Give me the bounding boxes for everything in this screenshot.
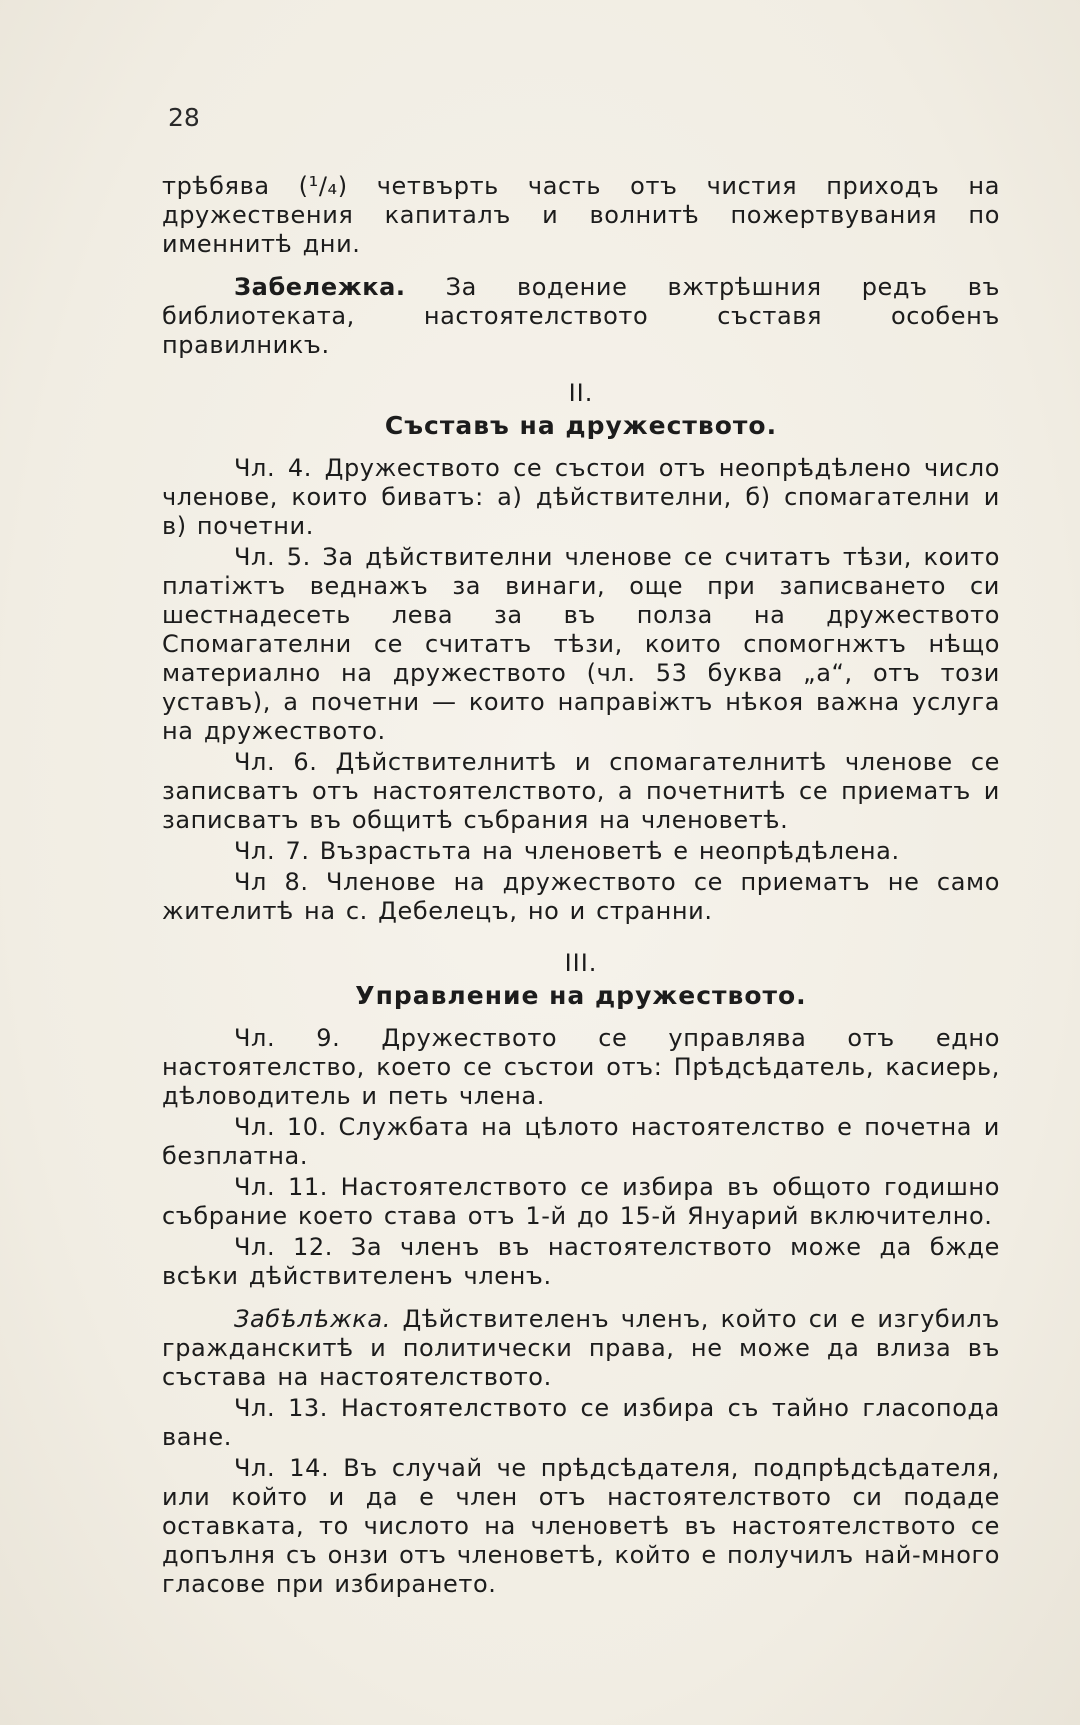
note-text: Дѣйствителенъ членъ, който си е изгубилъ гражданскитѣ и политически права, не може да влиза въ състава на настоятелството. [162, 1305, 1000, 1391]
page-number: 28 [168, 103, 200, 132]
page-content [162, 172, 1000, 1601]
article-10: Чл. 10. Службата на цѣлото настоятелство е почетна и безплатна. [162, 1113, 1000, 1170]
note-text: За водение вжтрѣшния редъ въ библиотеката, настоятелството съставя особенъ правилникъ. [162, 273, 1000, 359]
article-8: Чл 8. Членове на дружеството се приематъ не само жителитѣ на с. Дебелецъ, но и странни. [162, 868, 1000, 925]
article-7: Чл. 7. Възрастьта на членоветѣ е неопрѣдѣлена. [234, 837, 900, 865]
paragraph-continuation: трѣбява (¹/₄) четвърть часть отъ чистия приходъ на дружествения капиталъ и волнитѣ пожертвувания по именнитѣ дни. [162, 172, 1000, 258]
note-paragraph [162, 1305, 1000, 1392]
section-title: Управление на дружеството. [355, 981, 807, 1010]
section-number: III. [564, 949, 598, 977]
article-4: Чл. 4. Дружеството се състои отъ неопрѣдѣлено число членове, които биватъ: а) дѣйствителни, б) спомагателни и в) почетни. [162, 454, 1000, 540]
article-13: Чл. 13. Настоятелството се избира съ тайно гласопода ване. [162, 1394, 1000, 1451]
note-paragraph [162, 273, 1000, 360]
article-14: Чл. 14. Въ случай че прѣдсѣдателя, подпрѣдсѣдателя, или който и да е член отъ настоятелството си подаде оставката, то числото на членоветѣ въ настоятелството се допълня съ онзи отъ членоветѣ, който е получилъ най-много гласове при избирането. [162, 1454, 1000, 1598]
section-number: II. [568, 379, 594, 407]
note-label: Забѣлѣжка. [234, 1305, 391, 1333]
article-5: Чл. 5. За дѣйствителни членове се считатъ тѣзи, които платiжтъ веднажъ за винаги, още при записването си шестнадесеть лева за въ полза на дружеството Спомагателни се считатъ тѣзи, които спомогнжтъ нѣщо материално на дружеството (чл. 53 буква „а“, отъ този уставъ), а почетни — които направiжтъ нѣкоя важна услуга на дружеството. [162, 543, 1000, 745]
article-9: Чл. 9. Дружеството се управлява отъ едно настоятелство, което се състои отъ: Прѣдсѣдатель, касиерь, дѣловодитель и петь члена. [162, 1024, 1000, 1110]
article-11: Чл. 11. Настоятелството се избира въ общото годишно събрание което става отъ 1-й до 15-й Януарий включително. [162, 1173, 1000, 1230]
article-12: Чл. 12. За членъ въ настоятелството може да бжде всѣки дѣйствителенъ членъ. [162, 1233, 1000, 1290]
note-label: Забележка. [234, 273, 406, 301]
section-title: Съставъ на дружеството. [384, 411, 778, 440]
article-6: Чл. 6. Дѣйствителнитѣ и спомагателнитѣ членове се записватъ отъ настоятелството, а почетнитѣ се приематъ и записватъ въ общитѣ събрания на членоветѣ. [162, 748, 1000, 834]
